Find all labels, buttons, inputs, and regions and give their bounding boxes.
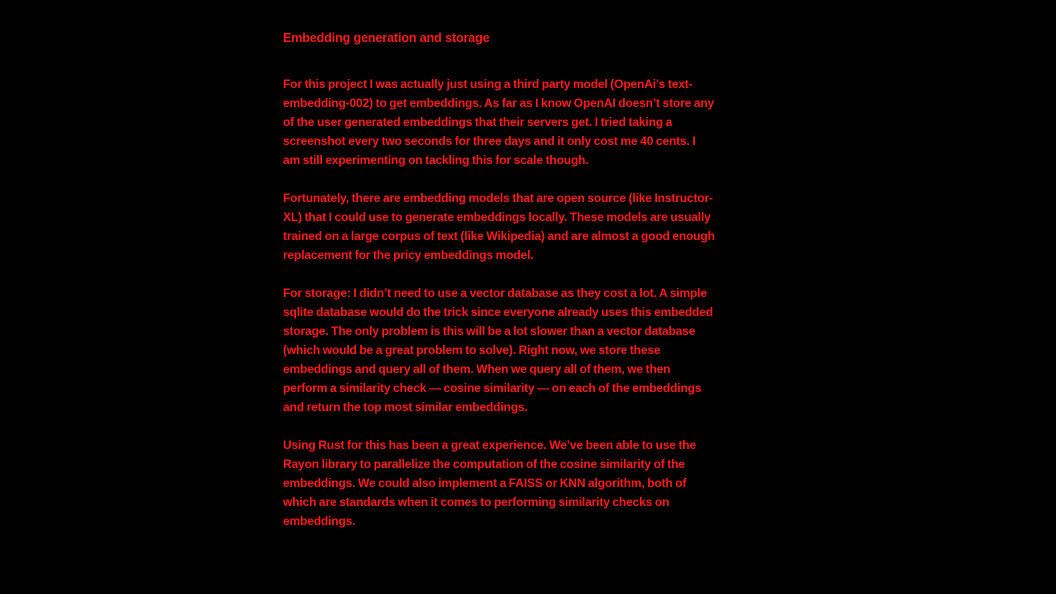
section-title: Embedding generation and storage [283, 31, 490, 45]
paragraph-open-source-models: Fortunately, there are embedding models that are open source (like Instructor-XL) that I could use to generate embeddings locally. These models are usually trained on a large corpus of text (like Wikipedia) and are almost a good enough replacement for the pricy embeddings model. [283, 191, 715, 262]
paragraph-embedding-model: For this project I was actually just using a third party model (OpenAi’s text-embedding-002) to get embeddings. As far as I know OpenAI doesn’t store any of the user generated embeddings that their servers get. I tried taking a screenshot every two seconds for three days and it only cost me 40 cents. I am still experimenting on tackling this for scale though. [283, 77, 715, 167]
document-body [283, 29, 715, 550]
paragraph-storage: For storage: I didn’t need to use a vector database as they cost a lot. A simple sqlite database would do the trick since everyone already uses this embedded storage. The only problem is this will be a lot slower than a vector database (which would be a great problem to solve). Right now, we store these embeddings and query all of them. When we query all of them, we then perform a similarity check — cosine similarity — on each of the embeddings and return the top most similar embeddings. [283, 286, 713, 414]
paragraph-rust: Using Rust for this has been a great experience. We’ve been able to use the Rayon library to parallelize the computation of the cosine similarity of the embeddings. We could also implement a FAISS or KNN algorithm, both of which are standards when it comes to performing similarity checks on embeddings. [283, 438, 696, 528]
